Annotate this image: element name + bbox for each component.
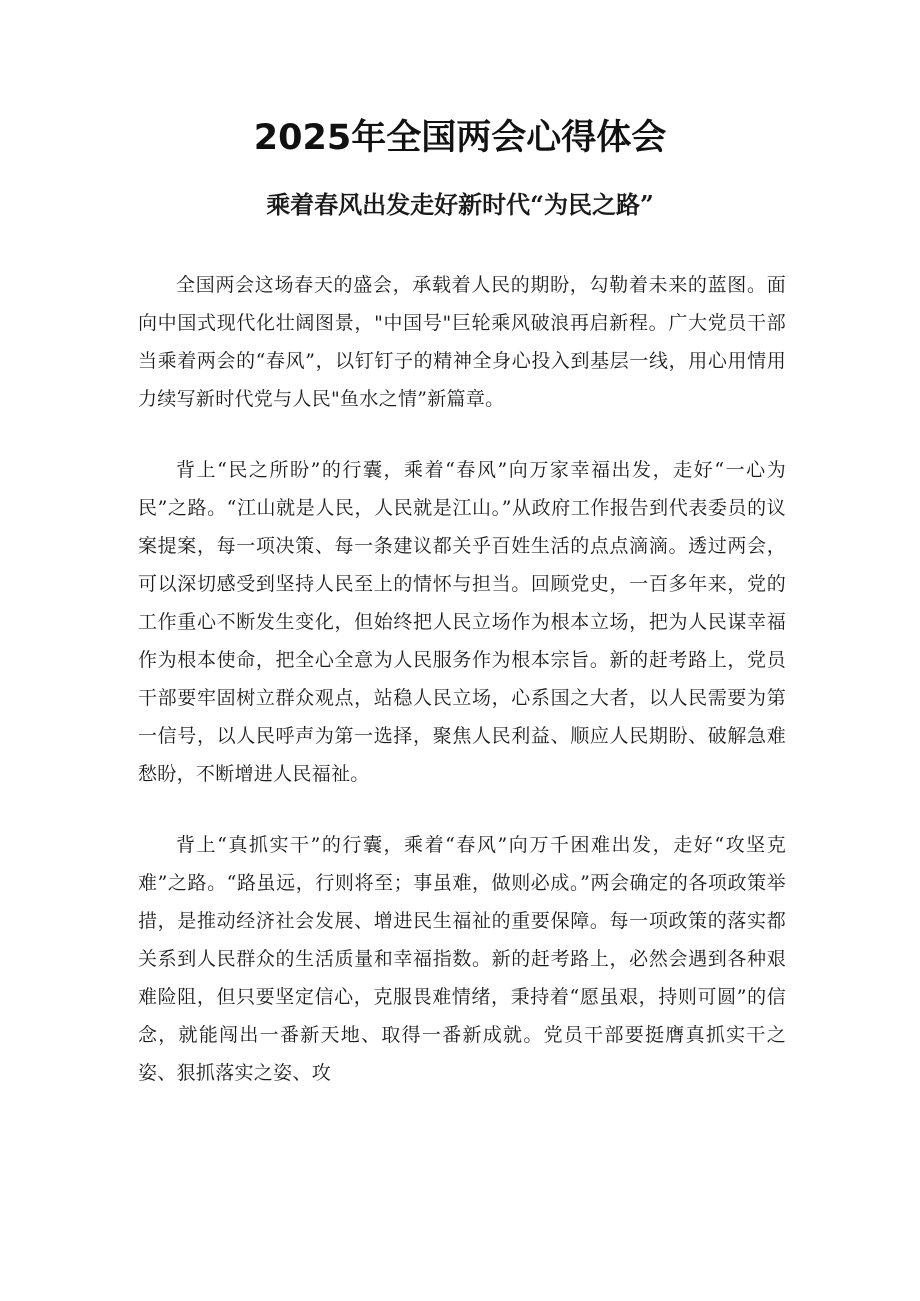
paragraph-2: 背上“民之所盼”的行囊，乘着“春风”向万家幸福出发，走好“一心为民”之路。“江山就是人民，人民就是江山。”从政府工作报告到代表委员的议案提案，每一项决策、每一条建议都关乎百姓生活的点点滴滴。透过两会，可以深切感受到坚持人民至上的情怀与担当。回顾党史，一百多年来，党的工作重心不断发生变化，但始终把人民立场作为根本立场，把为人民谋幸福作为根本使命，把全心全意为人民服务作为根本宗旨。新的赶考路上，党员干部要牢固树立群众观点，站稳人民立场，心系国之大者，以人民需要为第一信号，以人民呼声为第一选择，聚焦人民利益、顺应人民期盼、破解急难愁盼，不断增进人民福祉。: [138, 459, 786, 785]
document-body: [138, 266, 786, 1125]
document-title: 2025年全国两会心得体会: [253, 118, 667, 158]
paragraph-1: 全国两会这场春天的盛会，承载着人民的期盼，勾勒着未来的蓝图。面向中国式现代化壮阔图景，"中国号"巨轮乘风破浪再启新程。广大党员干部当乘着两会的“春风”，以钉钉子的精神全身心投入到基层一线，用心用情用力续写新时代党与人民"鱼水之情”新篇章。: [138, 274, 786, 410]
document-subtitle: 乘着春风出发走好新时代“为民之路”: [266, 190, 654, 219]
paragraph-3: 背上“真抓实干”的行囊，乘着“春风”向万千困难出发，走好“攻坚克难”之路。“路虽远，行则将至；事虽难，做则必成。”两会确定的各项政策举措，是推动经济社会发展、增进民生福祉的重要保障。每一项政策的落实都关系到人民群众的生活质量和幸福指数。新的赶考路上，必然会遇到各种艰难险阻，但只要坚定信心，克服畏难情绪，秉持着“愿虽艰，持则可圆”的信念，就能闯出一番新天地、取得一番新成就。党员干部要挺膺真抓实干之姿、狠抓落实之姿、攻: [138, 834, 786, 1084]
